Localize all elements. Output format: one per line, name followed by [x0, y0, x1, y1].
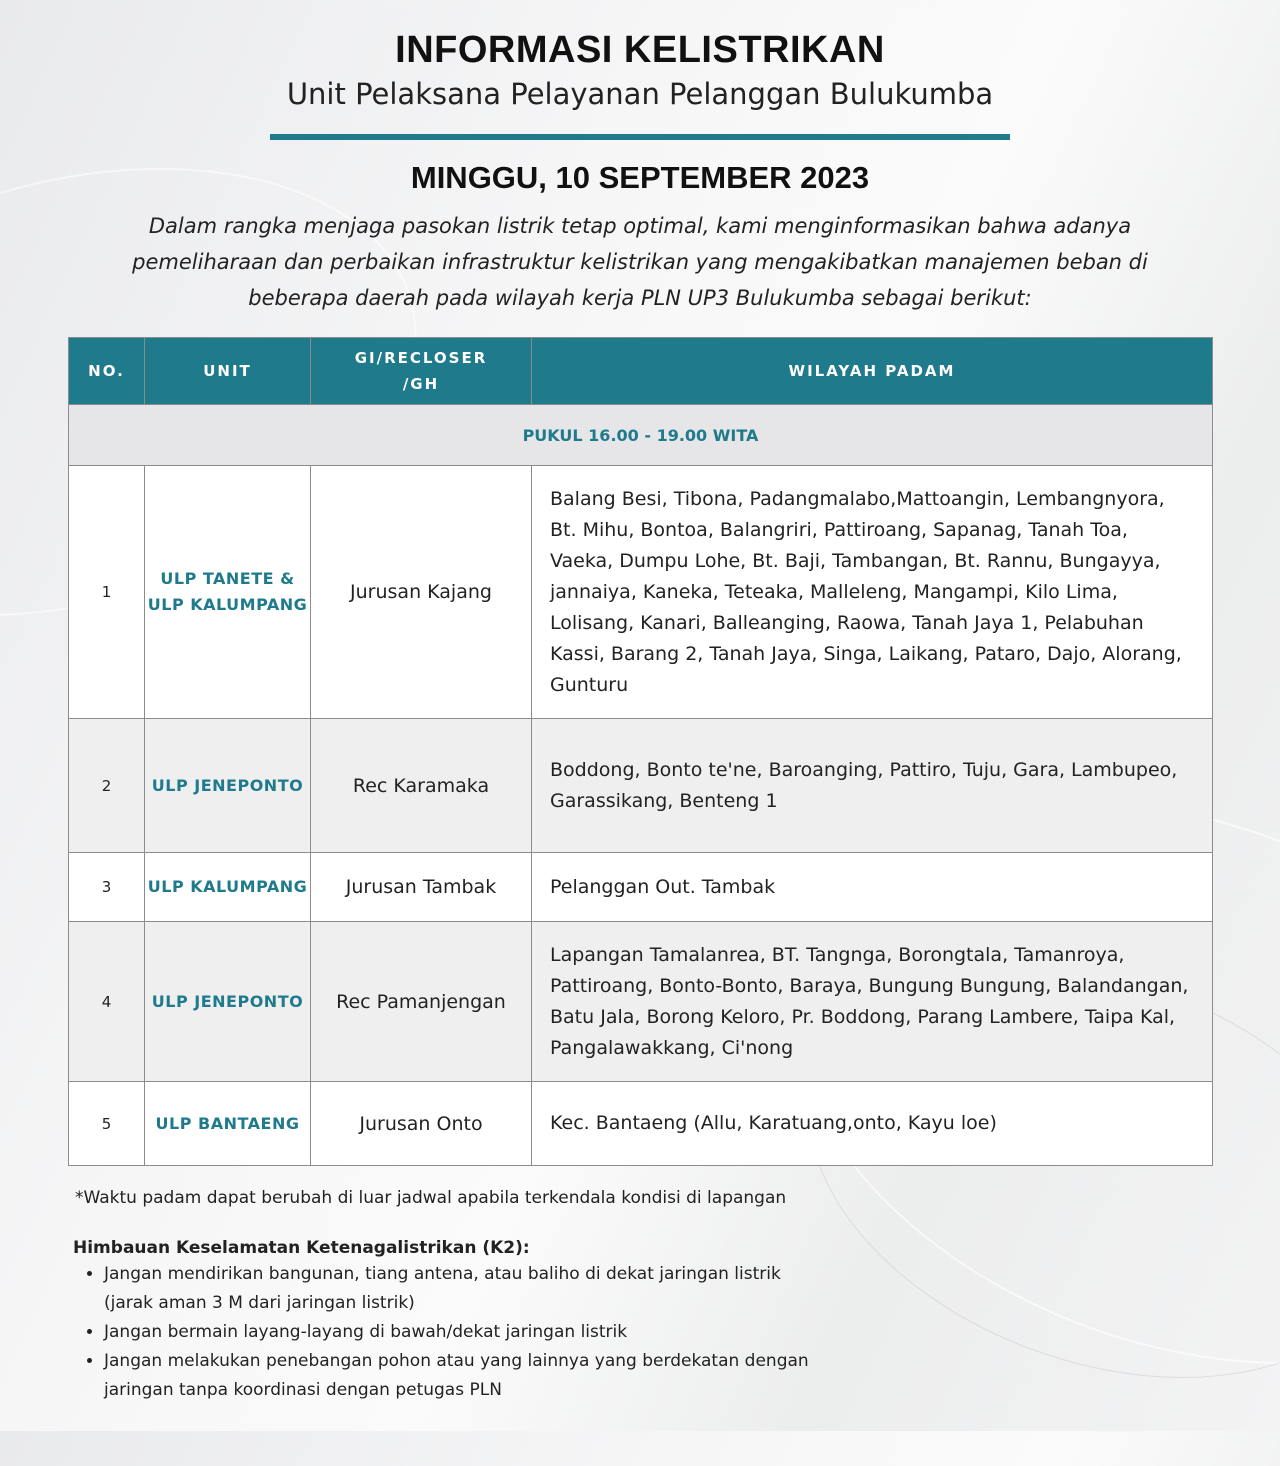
row-unit: ULP KALUMPANG — [145, 853, 311, 922]
list-item: • Jangan bermain layang-layang di bawah/dekat jaringan listrik — [104, 1318, 813, 1347]
session-time: PUKUL 16.00 - 19.00 WITA — [69, 405, 1213, 466]
row-gi: Jurusan Kajang — [311, 466, 532, 719]
row-gi: Jurusan Onto — [311, 1082, 532, 1166]
list-item: • Jangan melakukan penebangan pohon atau yang lainnya yang berdekatan dengan jaringan tanpa koordinasi dengan petugas PLN — [104, 1347, 813, 1405]
header-no: NO. — [69, 338, 145, 405]
date-heading: MINGGU, 10 SEPTEMBER 2023 — [410, 160, 870, 195]
table-row — [69, 719, 1213, 853]
table-header-row — [69, 338, 1213, 405]
page-subtitle: Unit Pelaksana Pelayanan Pelanggan Bulukumba — [286, 77, 994, 111]
row-area: Boddong, Bonto te'ne, Baroanging, Pattiro, Tuju, Gara, Lambupeo, Garassikang, Benteng 1 — [532, 719, 1213, 853]
header-unit: UNIT — [145, 338, 311, 405]
table-row — [69, 922, 1213, 1082]
table-row — [69, 466, 1213, 719]
row-gi: Jurusan Tambak — [311, 853, 532, 922]
row-gi: Rec Pamanjengan — [311, 922, 532, 1082]
safety-advice-list — [73, 1260, 813, 1405]
intro-line: beberapa daerah pada wilayah kerja PLN UP3 Bulukumba sebagai berikut: — [248, 286, 1032, 310]
row-gi: Rec Karamaka — [311, 719, 532, 853]
header-gi — [311, 338, 532, 405]
safety-advice — [73, 1238, 813, 1405]
row-unit: ULP JENEPONTO — [145, 719, 311, 853]
row-area: Balang Besi, Tibona, Padangmalabo,Mattoangin, Lembangnyora, Bt. Mihu, Bontoa, Balangriri, Pattiroang, Sapanag, Tanah Toa, Vaeka, Dumpu Lohe, Bt. Baji, Tambangan, Bt. Rannu, Bungayya, jannaiya, Kaneka, Teteaka, Malleleng, Mangampi, Kilo Lima, Lolisang, Kanari, Balleanging, Raowa, Tanah Jaya 1, Pelabuhan Kassi, Barang 2, Tanah Jaya, Singa, Laikang, Pataro, Dajo, Alorang, Gunturu — [532, 466, 1213, 719]
row-number: 5 — [69, 1082, 145, 1166]
row-unit-line: ULP TANETE & — [160, 569, 295, 588]
outage-table — [68, 337, 1213, 1166]
intro-paragraph — [100, 208, 1180, 316]
header-gi-line: GI/RECLOSER — [354, 349, 488, 367]
safety-advice-title: Himbauan Keselamatan Ketenagalistrikan (K2): — [73, 1238, 530, 1258]
row-number: 2 — [69, 719, 145, 853]
schedule-note: *Waktu padam dapat berubah di luar jadwal apabila terkendala kondisi di lapangan — [75, 1188, 787, 1208]
intro-line: pemeliharaan dan perbaikan infrastruktur kelistrikan yang mengakibatkan manajemen beban di — [132, 250, 1148, 274]
header-area: WILAYAH PADAM — [532, 338, 1213, 405]
list-item: • Jangan mendirikan bangunan, tiang antena, atau baliho di dekat jaringan listrik (jarak aman 3 M dari jaringan listrik) — [104, 1260, 813, 1318]
row-number: 3 — [69, 853, 145, 922]
table-row — [69, 853, 1213, 922]
table-row — [69, 1082, 1213, 1166]
session-row — [69, 405, 1213, 466]
row-unit — [145, 466, 311, 719]
row-number: 4 — [69, 922, 145, 1082]
row-area: Pelanggan Out. Tambak — [532, 853, 1213, 922]
row-unit-line: ULP KALUMPANG — [147, 595, 308, 614]
row-area: Lapangan Tamalanrea, BT. Tangnga, Borongtala, Tamanroya, Pattiroang, Bonto-Bonto, Baraya, Bungung Bungung, Balandangan, Batu Jala, Borong Keloro, Pr. Boddong, Parang Lambere, Taipa Kal, Pangalawakkang, Ci'nong — [532, 922, 1213, 1082]
page-title: INFORMASI KELISTRIKAN — [395, 29, 885, 71]
header-gi-line: /GH — [402, 375, 440, 393]
row-unit: ULP BANTAENG — [145, 1082, 311, 1166]
row-area: Kec. Bantaeng (Allu, Karatuang,onto, Kayu loe) — [532, 1082, 1213, 1166]
row-unit: ULP JENEPONTO — [145, 922, 311, 1082]
title-divider — [270, 134, 1010, 140]
intro-line: Dalam rangka menjaga pasokan listrik tetap optimal, kami menginformasikan bahwa adanya — [148, 214, 1132, 238]
page-header — [0, 24, 1280, 316]
row-number: 1 — [69, 466, 145, 719]
